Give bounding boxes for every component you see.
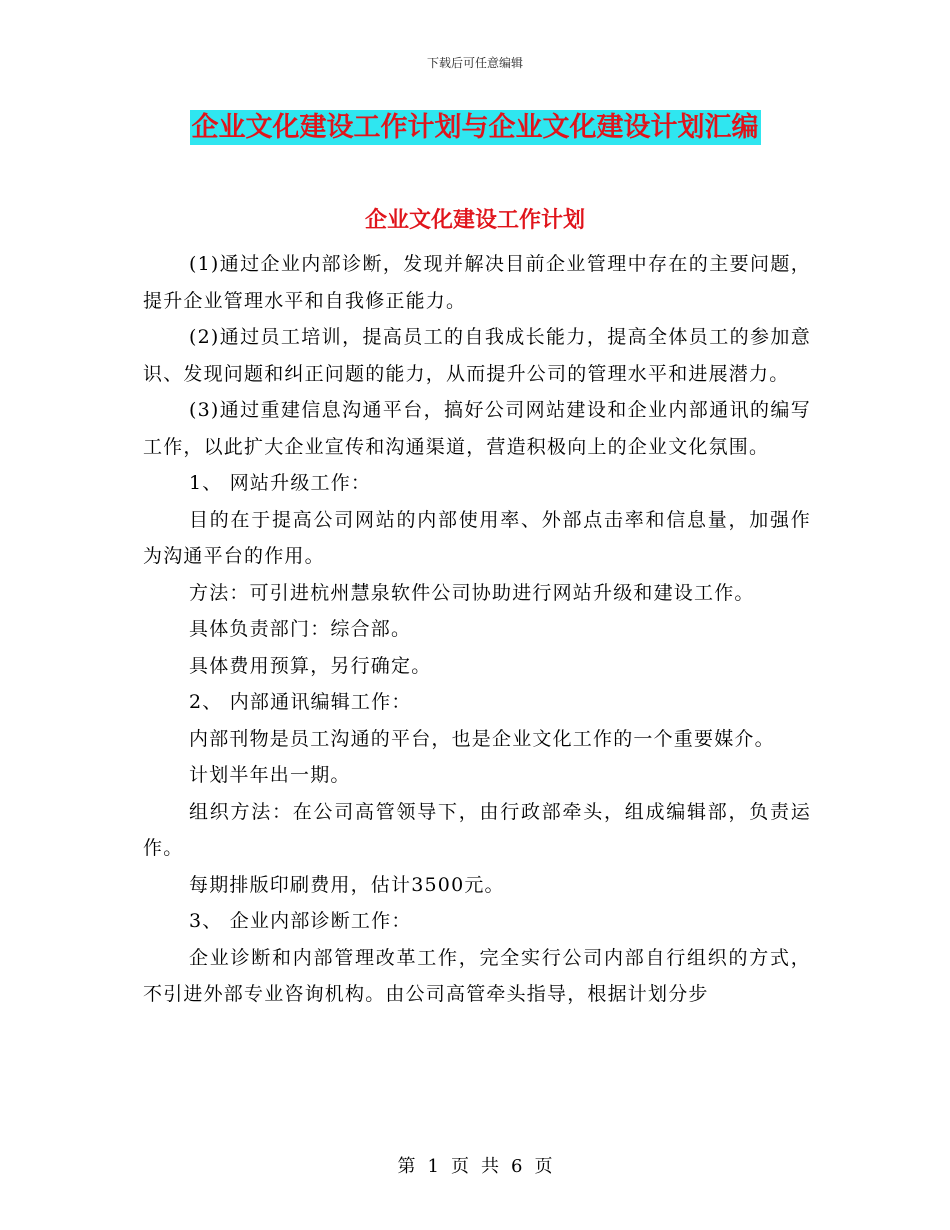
document-body <box>143 246 811 1013</box>
list-heading: 1、 网站升级工作： <box>189 472 372 494</box>
footer-page-unit: 页 <box>451 1156 469 1177</box>
document-title <box>0 110 950 146</box>
header-note: 下载后可任意编辑 <box>426 56 523 70</box>
list-heading: 2、 内部通讯编辑工作： <box>189 691 412 713</box>
page-footer <box>0 1152 950 1178</box>
paragraph: 具体费用预算，另行确定。 <box>189 654 432 677</box>
paragraph: 组织方法：在公司高管领导下，由行政部牵头，组成编辑部，负责运作。 <box>143 800 811 859</box>
footer-page-word: 第 <box>397 1156 416 1177</box>
footer-total-pages: 6 <box>511 1156 523 1177</box>
footer-total-unit: 页 <box>534 1156 553 1177</box>
paragraph: (3)通过重建信息沟通平台，搞好公司网站建设和企业内部通讯的编写工作，以此扩大企业宣传和沟通渠道，营造积极向上的企业文化氛围。 <box>143 399 811 458</box>
paragraph: 计划半年出一期。 <box>189 764 351 786</box>
paragraph: 内部刊物是员工沟通的平台，也是企业文化工作的一个重要媒介。 <box>189 727 775 750</box>
paragraph: (2)通过员工培训，提高员工的自我成长能力，提高全体员工的参加意识、发现问题和纠正问题的能力，从而提升公司的管理水平和进展潜力。 <box>143 326 811 385</box>
paragraph: (1)通过企业内部诊断，发现并解决目前企业管理中存在的主要问题，提升企业管理水平和自我修正能力。 <box>143 253 811 312</box>
paragraph: 方法：可引进杭州慧泉软件公司协助进行网站升级和建设工作。 <box>189 581 755 604</box>
paragraph: 每期排版印刷费用，估计3500元。 <box>189 873 505 896</box>
paragraph: 企业诊断和内部管理改革工作，完全实行公司内部自行组织的方式，不引进外部专业咨询机构。由公司高管牵头指导，根据计划分步 <box>143 946 811 1005</box>
footer-page-number: 1 <box>427 1156 439 1177</box>
document-title-text: 企业文化建设工作计划与企业文化建设计划汇编 <box>191 112 759 143</box>
footer-total-word: 共 <box>481 1156 499 1177</box>
paragraph: 目的在于提高公司网站的内部使用率、外部点击率和信息量，加强作为沟通平台的作用。 <box>143 508 811 567</box>
section-title: 企业文化建设工作计划 <box>364 207 585 233</box>
paragraph: 具体负责部门：综合部。 <box>189 618 412 640</box>
list-heading: 3、 企业内部诊断工作： <box>189 910 412 932</box>
